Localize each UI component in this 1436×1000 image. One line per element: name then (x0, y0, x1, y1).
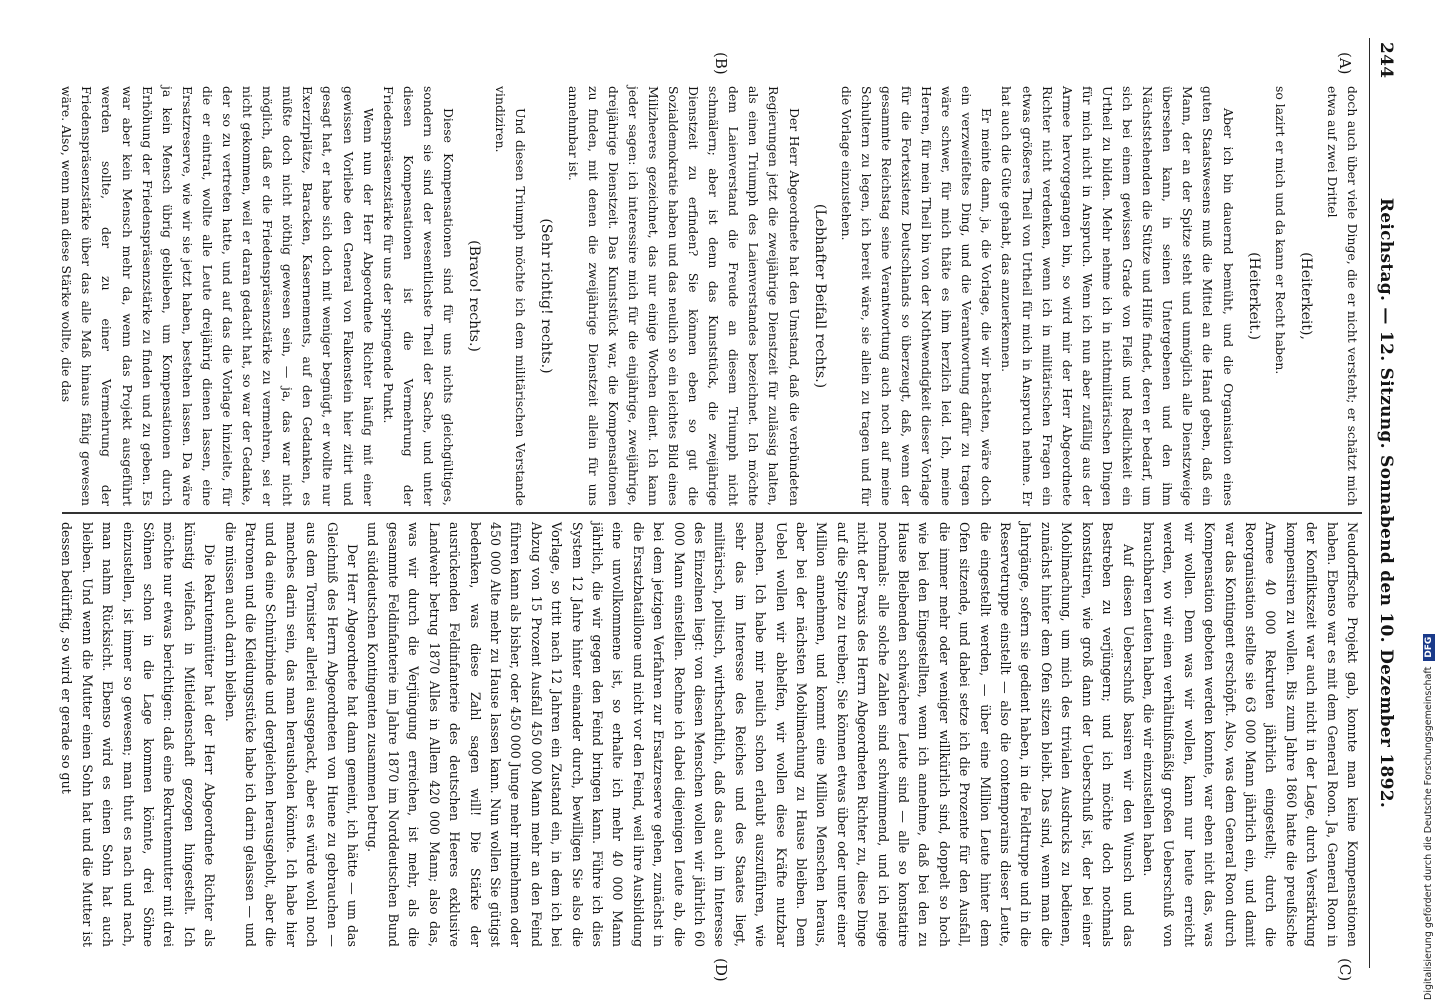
paragraph: Der Herr Abgeordnete hat dann gemeint, ich hätte — um das Gleichniß des Herrn Abgeordneten von Huene zu gebrauchen — aus dem Tornister allerlei ausgepackt, aber es würde wohl noch manches darin sein, das man herausholen könnte. Ich habe hier und da eine Schnürbinde und dergleichen herausgeholt, aber die Patronen und die Kleidungsstücke habe ich darin gelassen — und die müssen auch darin bleiben. (222, 522, 361, 947)
paragraph: so lazirt er mich und da kann er Recht haben. (1272, 86, 1288, 375)
margin-marker-c: (C) (1336, 958, 1354, 982)
right-column (52, 522, 1362, 947)
paragraph: Die Rekrutenmütter hat der Herr Abgeordnete Richter als künstig vielfach in Mitleidenschaft gezogen hingestellt. Ich möchte nur etwas berichtigen: daß eine Rekrutenmutter mit drei Söhnen schon in die Lage kommen könnte, drei Söhne einzustellen, ist immer so gewesen; man thut es nach und nach, man nahm Rücksicht. Ebenso wird es einen Sohn hat auch bleiben. Und wenn die Mutter einen Sohn hat und die Mutter ist dessen bedürftig, so wird er gerade so gut (59, 522, 218, 947)
paragraph: Diese Kompensationen sind für uns nichts gleichgültiges, sondern sie sind der wesentlichste Theil der Sache, und unter diesen Kompensationen ist die Vermehrung der Friedenspräsenzstärke für uns der springende Punkt. (380, 86, 457, 506)
left-column (52, 86, 1362, 506)
page-number: 244 (1376, 42, 1396, 79)
paragraph: Auf diesen Ueberschuß basiren wir den Wunsch und das Bestreben zu verjüngern; und ich möchte doch nochmals konstatiren, wie groß dann der Ueberschuß ist, der bei einer Mobilmachung, um mich des trivialen Ausdrucks zu bedienen, zunächst hinter dem Ofen sitzen bleibt. Das sind, wenn man die Jahrgänge, sofern sie gedient haben, in die Feldtruppe und in die Reservetruppe einstellt — also die contemporains dieser Leute, die eingestellt werden, — über eine Million Leute hinter dem Ofen sitzende, und dabei setze ich die Prozente für den Ausfall, die immer mehr oder weniger willkürlich sind, doppelt so hoch wie bei den Eingestellten, wenn ich annehme, daß bei den zu Hause Bleibenden schwächere Leute sind — alle so konstatire nochmals: alle solche Zahlen sind schwimmend, und ich neige nicht der Praxis des Herrn Abgeordneten Richter zu, diese Dinge auf die Spitze zu treiben; Sie können etwas über oder unter einer Million annehmen, und kommt eine Million Menschen heraus, aber bei der nächsten Mobilmachung zu Hause bleiben. Dem Uebel wollen wir abhelfen, wir wollen diese Kräfte nutzbar machen. Ich habe mir neulich schon erlaubt auszuführen, wie sehr das im Interesse des Reiches und des Staates liegt, militärisch, politisch, wirthschaftlich, daß das auch im Interesse des Einzelnen liegt: von diesen Menschen wollen wir jährlich 60 000 Mann einstellen. Rechne ich dabei diejenigen Leute ab, die bei dem jetzigen Verfahren zur Ersatzreserve gehen, zunächst in die Ersatzbataillone und nicht vor den Feind, weil ihre Ausbildung eine unvollkommene ist, so erhalte ich mehr 40 000 Mann jährlich, die wir gegen den Feind bringen kann. Führe ich dies System 12 Jahre hinter einander durch, bewilligen Sie also die Vorlage, so tritt nach 12 Jahren ein Zustand ein, in dem ich bei Abzug von 15 Prozent Ausfall 450 000 Mann mehr an den Feind führen kann als bisher, oder 450 000 Junge mehr mitnehmen oder 450 000 Alte mehr zu Hause lassen kann. Nun wollen Sie gütigst bedenken, was diese Zahl sagen will! Die Stärke der ausrückenden Feldinfanterie des deutschen Heeres exklusive Landwehr betrug 1870 Alles in Allem 420 000 Mann; also das, was wir durch die Verjüngung erreichen, ist mehr, als die gesammte Feldinfanterie im Jahre 1870 im Norddeutschen Bund und süddeutschen Kontingenten zusammen betrug. (365, 522, 1136, 947)
page-title: Reichstag. — 12. Sitzung. Sonnabend den 10. Dezember 1892. (1376, 197, 1396, 809)
paragraph: Und diesen Triumph möchte ich dem militärischen Verstande vindiziren. (493, 86, 529, 506)
column-divider (62, 512, 1362, 514)
running-head (1369, 38, 1404, 968)
remark: (Heiterkeit), (1297, 252, 1314, 340)
remark: (Bravo! rechts.) (466, 240, 483, 352)
remark: (Lebhafter Beifall rechts.) (811, 203, 828, 389)
paragraph: Er meinte dann, ja, die Vorlage, die wir brächten, wäre doch ein verzweifeltes Ding, und die Verantwortung dafür zu tragen wäre schwer, für mich thäte es ihm herzlich leid. Ich, meine Herren, für mein Theil bin von der Nothwendigkeit dieser Vorlage für die Fortexistenz Deutschlands so überzeugt, daß, wenn der gesammte Reichstag seine Verantwortung auch noch auf meine Schultern zu legen, ich bereit wäre, sie allein zu tragen und für die Vorlage einzustehen. (838, 86, 995, 506)
margin-marker-d: (D) (712, 958, 730, 982)
paragraph: Neudorffsche Projekt gab, konnte man keine Kompensationen haben. Ebenso war es mit dem General Roon. Ja, General Roon in der Konfliktszeit war auch nicht in der Lage, durch Verstärkung kompensiren zu wollen. Bis zum Jahre 1860 hatte die preußische Armee 40 000 Rekruten jährlich eingestellt; durch die Reorganisation stellte sie 63 000 Mann jährlich ein, und damit war das Kontingent erschöpft. Also, was dem General Roon durch Kompensation geboten werden konnte, war eben nicht das, was wir wollen. Denn was wir wollen, kann nur heute erreicht werden, wo wir einen verhältnißmäßig großen Ueberschuß von brauchbaren Leuten haben, die wir einzustellen haben. (1140, 522, 1360, 947)
credit-text: Digitalisierung gefördert durch die Deutsche Forschungsgemeinschaft (1423, 666, 1434, 1000)
paragraph: doch auch über viele Dinge, die er nicht versteht; er schätzt mich etwa auf zwei Drittel (1324, 86, 1360, 506)
dfg-logo: DFG (1423, 634, 1435, 661)
remark: (Sehr richtig! rechts.) (538, 218, 555, 374)
paragraph: Aber ich bin dauernd bemüht, und die Organisation eines guten Staatswesens muß die Mittel an die Hand geben, daß ein Mann, der an der Spitze steht und unmöglich alle Dienstzweige übersehen kann, in seinen Untergebenen und den ihm Nächststehenden die Stütze und Hilfe findet, deren er bedarf, um sich bei einem gewissen Grade von Fleiß und Redlichkeit ein Urtheil zu bilden. Mehr nehme ich in nichtmilitärischen Dingen für mich nicht in Anspruch. Wenn ich nun aber zufällig aus der Armee hervorgegangen bin, so wird mir der Herr Abgeordnete Richter nicht verdenken, wenn ich in militärischen Fragen ein etwas größeres Theil von Urtheil für mich in Anspruch nehme. Er hat auch die Güte gehabt, das anzuerkennen. (999, 86, 1236, 506)
paragraph: Wenn nun der Herr Abgeordnete Richter häufig mit einer gewissen Vorliebe den General von Falkenstein hier zitirt und gesagt hat, er habe sich doch mit weniger begnügt, er wollte nur Exerzirplätze, Baracken, Kasernements, auf den Gedanken, es müßte doch nicht nöthig gewesen sein, — ja, das war nicht möglich, daß er die Friedenspräsenzstärke zu vermehren, sei er nicht gekommen, weil er daran gedacht hat, so war der Gedanke, der so zu vertreten hatte, und auf das die Vorlage hinzielte, für die er eintrat, wollte alle Leute dreijährig dienen lassen, eine Ersatzreserve, wie wir sie jetzt haben, bestehen lassen. Da wäre ja kein Mensch übrig geblieben, um Kompensationen durch Erhöhung der Friedenspräsenzstärke zu finden und zu geben. Es war aber kein Mensch mehr da, wenn das Projekt ausgeführt werden sollte, der zu einer Vermehrung der Friedenspräsenzstärke über das alle Maß hinaus fähig gewesen wäre. Also, wenn man diese Stärke wollte, die das (59, 86, 376, 506)
margin-marker-a: (A) (1336, 52, 1354, 75)
paragraph: Der Herr Abgeordnete hat den Umstand, daß die verbündeten Regierungen jetzt die zweijährige Dienstzeit für zulässig halten, als einen Triumph des Laienverstandes bezeichnet. Ich möchte dem Laienverstand die Freude an diesem Triumph nicht schmälern; aber ist denn das Kunststück, die zweijährige Dienstzeit zu erfinden? Sie können eben so gut die Sozialdemokratie haben und das neulich so ein leichtes Bild eines Milizheeres gezeichnet, das nur einige Wochen dient. Ich kann jeder sagen: ich interessire mich für die einjährige, zweijährige, dreijährige Dienstzeit. Das Kunststück war, die Kompensationen zu finden, mit denen die zweijährige Dienstzeit allein für uns annehmbar ist. (565, 86, 802, 506)
remark: (Heiterkeit.) (1245, 252, 1262, 340)
digitization-credit (1422, 540, 1436, 1000)
margin-marker-b: (B) (712, 52, 730, 75)
